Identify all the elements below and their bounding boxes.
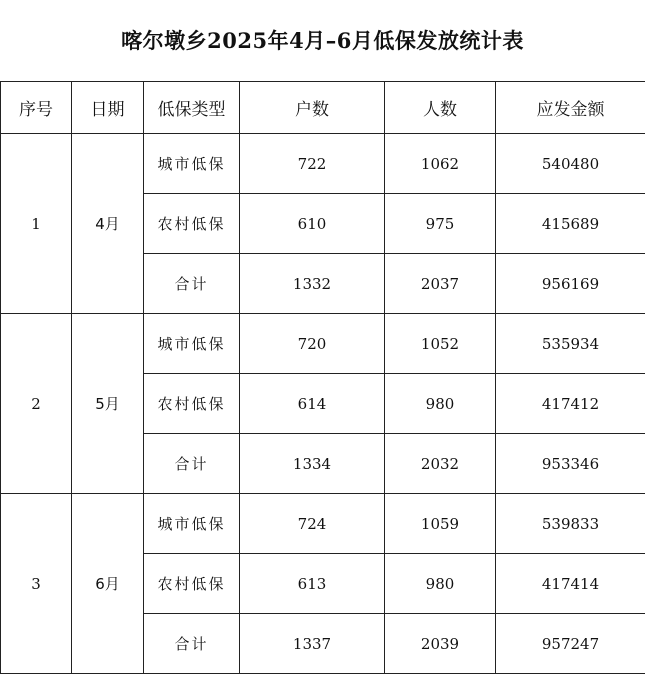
- header-amount: 应发金额: [496, 82, 645, 134]
- type-cell: 合计: [144, 434, 240, 494]
- page-title: 喀尔墩乡2025年4月–6月低保发放统计表: [121, 28, 524, 53]
- type-cell: 合计: [144, 614, 240, 674]
- header-type: 低保类型: [144, 82, 240, 134]
- persons-cell: 1062: [385, 134, 496, 194]
- date-cell: 4月: [72, 134, 144, 314]
- header-seq: 序号: [1, 82, 72, 134]
- type-cell: 农村低保: [144, 194, 240, 254]
- persons-cell: 1059: [385, 494, 496, 554]
- amount-cell: 417412: [496, 374, 645, 434]
- type-cell: 合计: [144, 254, 240, 314]
- amount-cell: 539833: [496, 494, 645, 554]
- households-cell: 613: [240, 554, 385, 614]
- persons-cell: 975: [385, 194, 496, 254]
- persons-cell: 2039: [385, 614, 496, 674]
- type-cell: 城市低保: [144, 134, 240, 194]
- type-cell: 城市低保: [144, 314, 240, 374]
- header-households: 户数: [240, 82, 385, 134]
- header-persons: 人数: [385, 82, 496, 134]
- amount-cell: 957247: [496, 614, 645, 674]
- date-cell: 6月: [72, 494, 144, 674]
- households-cell: 1332: [240, 254, 385, 314]
- amount-cell: 417414: [496, 554, 645, 614]
- persons-cell: 2032: [385, 434, 496, 494]
- amount-cell: 535934: [496, 314, 645, 374]
- households-cell: 724: [240, 494, 385, 554]
- households-cell: 720: [240, 314, 385, 374]
- persons-cell: 2037: [385, 254, 496, 314]
- amount-cell: 540480: [496, 134, 645, 194]
- header-date: 日期: [72, 82, 144, 134]
- amount-cell: 953346: [496, 434, 645, 494]
- persons-cell: 980: [385, 374, 496, 434]
- households-cell: 614: [240, 374, 385, 434]
- table-row: [1, 134, 645, 194]
- persons-cell: 1052: [385, 314, 496, 374]
- stats-table: [0, 81, 645, 674]
- amount-cell: 956169: [496, 254, 645, 314]
- seq-cell: 1: [1, 134, 72, 314]
- households-cell: 722: [240, 134, 385, 194]
- households-cell: 1337: [240, 614, 385, 674]
- seq-cell: 3: [1, 494, 72, 674]
- seq-cell: 2: [1, 314, 72, 494]
- type-cell: 农村低保: [144, 374, 240, 434]
- header-row: [1, 82, 645, 134]
- table-row: [1, 314, 645, 374]
- amount-cell: 415689: [496, 194, 645, 254]
- persons-cell: 980: [385, 554, 496, 614]
- table-row: [1, 494, 645, 554]
- type-cell: 农村低保: [144, 554, 240, 614]
- households-cell: 610: [240, 194, 385, 254]
- date-cell: 5月: [72, 314, 144, 494]
- households-cell: 1334: [240, 434, 385, 494]
- type-cell: 城市低保: [144, 494, 240, 554]
